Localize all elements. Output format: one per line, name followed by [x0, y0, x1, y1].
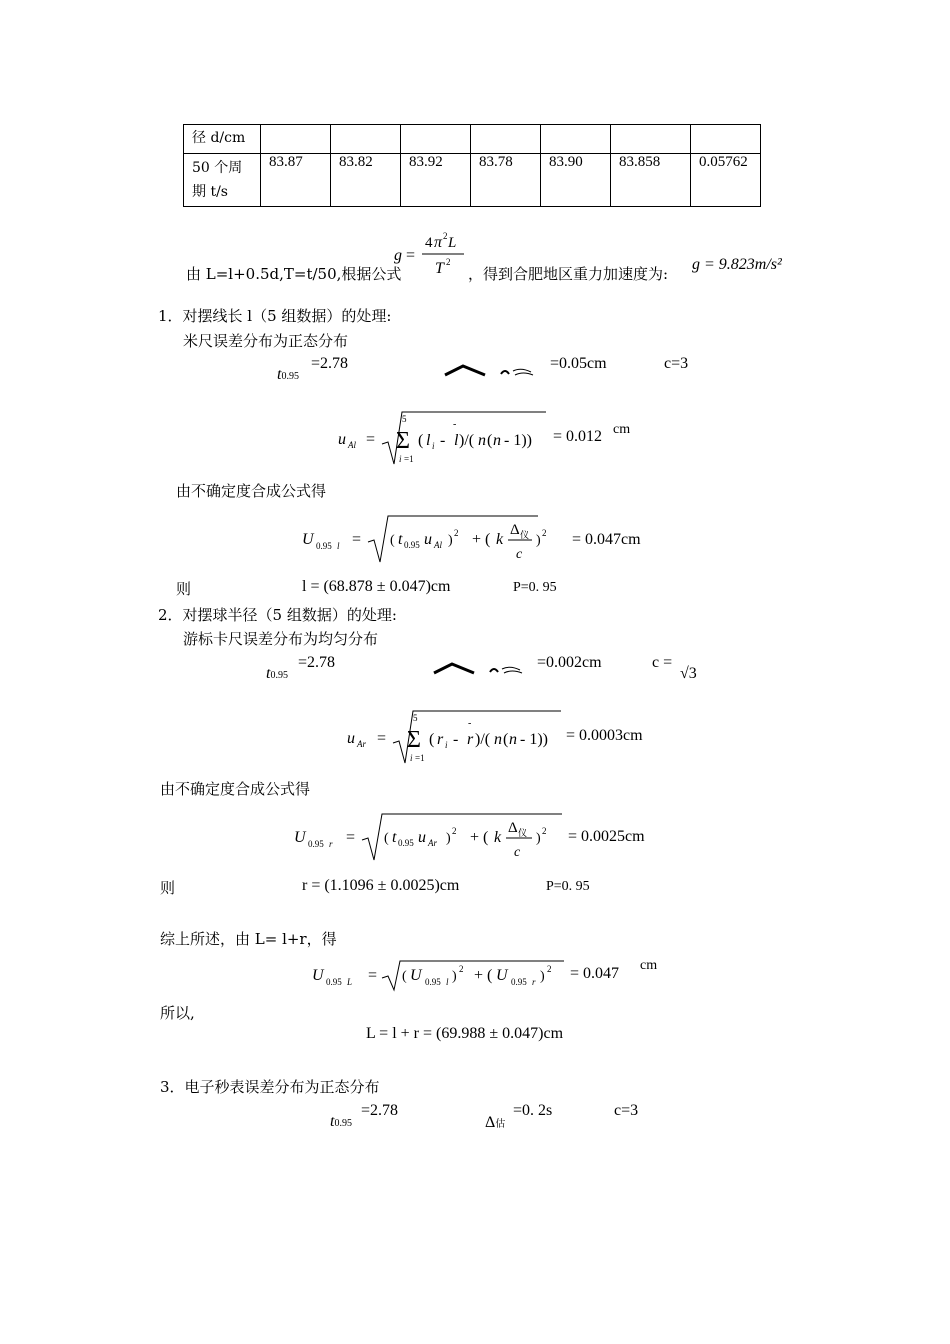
svg-text:0.95: 0.95	[398, 838, 414, 848]
section1-heading: 1．对摆线长 l（5 组数据）的处理:	[158, 307, 392, 325]
svg-text:-: -	[453, 419, 457, 430]
uA-value: = 0.012	[553, 428, 603, 445]
svg-text:l: l	[454, 432, 459, 449]
svg-text:l: l	[446, 977, 449, 987]
svg-text:): )	[536, 533, 541, 548]
svg-text:n: n	[493, 432, 501, 449]
U-formula-l	[300, 512, 575, 566]
svg-text:2: 2	[542, 826, 547, 836]
svg-text:U: U	[294, 829, 306, 846]
svg-text:Δ: Δ	[510, 522, 520, 538]
t095-symbol-2: t0.95	[266, 665, 288, 682]
U-value-r: = 0.0025cm	[568, 828, 645, 845]
svg-text:u: u	[418, 829, 426, 846]
gravity-result: g = 9.823m/s²	[692, 256, 782, 273]
svg-text:i: i	[399, 454, 402, 464]
svg-text:U: U	[410, 967, 422, 984]
svg-text:i: i	[445, 740, 448, 750]
combine-text-1: 由不确定度合成公式得	[176, 482, 327, 500]
table-cell: 0.05762	[691, 154, 761, 207]
svg-text:t: t	[392, 829, 397, 846]
t095-value: =2.78	[311, 355, 349, 372]
uA-formula-l	[336, 408, 566, 468]
svg-text:0.95: 0.95	[425, 977, 441, 987]
svg-text:=: =	[406, 247, 416, 264]
l-result: l = (68.878 ± 0.047)cm	[302, 578, 451, 595]
svg-text:Σ: Σ	[407, 727, 421, 753]
P-value-1: P=0. 95	[513, 580, 557, 595]
svg-text:r: r	[532, 977, 536, 987]
svg-text:Al: Al	[348, 440, 356, 450]
svg-text:n: n	[478, 432, 486, 449]
table-cell: 83.87	[261, 154, 331, 207]
table-row	[184, 125, 761, 154]
delta-symbol-fragment-2	[432, 662, 524, 678]
svg-text:L: L	[448, 235, 457, 251]
svg-text:Ar: Ar	[357, 739, 366, 749]
table-cell: 83.858	[611, 154, 691, 207]
svg-text:(: (	[384, 831, 389, 846]
svg-text:r: r	[437, 731, 444, 748]
svg-text:r: r	[329, 839, 333, 849]
svg-text:n: n	[494, 731, 502, 748]
svg-text:Δ: Δ	[508, 820, 518, 836]
svg-text:2: 2	[446, 257, 451, 267]
svg-text:Σ: Σ	[396, 428, 410, 454]
svg-text:L: L	[347, 977, 353, 987]
row-label-diameter: 径 d/cm	[184, 125, 261, 154]
svg-text:(: (	[487, 432, 493, 449]
intro-text-after: ，得到合肥地区重力加速度为:	[468, 265, 669, 283]
table-cell: 83.90	[541, 154, 611, 207]
uA-formula-r	[345, 707, 570, 767]
svg-text:=: =	[368, 967, 378, 984]
svg-text:=: =	[377, 730, 387, 747]
svg-text:+ (: + (	[474, 967, 493, 984]
svg-text:)/(: )/(	[459, 432, 475, 449]
svg-text:u: u	[338, 431, 346, 448]
svg-text:2: 2	[443, 231, 448, 241]
delta-estimate-symbol: Δ估	[485, 1114, 506, 1131]
table-cell: 83.82	[331, 154, 401, 207]
section3-heading: 3．电子秒表误差分布为正态分布	[160, 1078, 380, 1096]
svg-text:): )	[540, 969, 545, 984]
svg-text:- 1)): - 1))	[504, 432, 532, 449]
delta-value-2: =0.002cm	[537, 654, 602, 671]
svg-text:2: 2	[547, 964, 552, 974]
c-value: c=3	[664, 355, 689, 372]
uA-unit: cm	[613, 422, 631, 437]
svg-text:(: (	[402, 969, 407, 984]
table-cell: 83.92	[401, 154, 471, 207]
L-result: L = l + r = (69.988 ± 0.047)cm	[366, 1025, 564, 1042]
svg-text:U: U	[312, 967, 324, 984]
svg-text:T: T	[435, 260, 444, 277]
svg-text:0.95: 0.95	[308, 839, 324, 849]
svg-text:)/(: )/(	[475, 731, 491, 748]
svg-text:2: 2	[459, 964, 464, 974]
U-formula-r	[292, 810, 567, 864]
svg-text:(: (	[418, 432, 424, 449]
svg-text:n: n	[509, 731, 517, 748]
delta-symbol-fragment	[443, 364, 535, 380]
table-row	[184, 154, 761, 207]
section2-distribution: 游标卡尺误差分布为均匀分布	[183, 630, 379, 648]
svg-text:(: (	[503, 731, 509, 748]
data-table	[183, 124, 761, 207]
summary-text: 综上所述，由 L= l+r，得	[160, 930, 337, 948]
row-label-period: 50 个周期 t/s	[184, 154, 261, 207]
svg-text:5: 5	[413, 713, 418, 723]
U-unit-L: cm	[640, 958, 658, 973]
svg-text:): )	[446, 831, 451, 846]
svg-text:2: 2	[542, 528, 547, 538]
svg-text:g: g	[394, 247, 402, 264]
svg-text:c: c	[516, 547, 523, 562]
svg-text:2: 2	[454, 528, 459, 538]
delta-value: =0.05cm	[550, 355, 607, 372]
uA-value-2: = 0.0003cm	[566, 727, 643, 744]
svg-text:): )	[536, 831, 541, 846]
c-label-2: c =	[652, 654, 673, 671]
svg-text:c: c	[514, 845, 521, 860]
svg-text:=1: =1	[415, 753, 425, 763]
svg-text:u: u	[424, 531, 432, 548]
t095-value-3: =2.78	[361, 1102, 399, 1119]
svg-text:k: k	[494, 829, 502, 846]
intro-text: 由 L=l+0.5d,T=t/50,根据公式	[186, 265, 402, 283]
svg-text:+ (: + (	[470, 829, 489, 846]
section2-heading: 2．对摆球半径（5 组数据）的处理:	[158, 606, 397, 624]
so-text: 所以,	[160, 1004, 195, 1022]
svg-text:l: l	[337, 541, 340, 551]
combine-text-2: 由不确定度合成公式得	[160, 780, 311, 798]
svg-text:l: l	[426, 432, 431, 449]
svg-text:4: 4	[425, 235, 433, 251]
svg-text:0.95: 0.95	[316, 541, 332, 551]
svg-text:k: k	[496, 531, 504, 548]
svg-text:U: U	[302, 531, 314, 548]
U-value-l: = 0.047cm	[572, 531, 641, 548]
svg-text:+ (: + (	[472, 531, 491, 548]
svg-text:=1: =1	[404, 454, 414, 464]
svg-text:-: -	[453, 731, 459, 748]
t095-symbol-3: t0.95	[330, 1113, 352, 1130]
svg-text:U: U	[496, 967, 508, 984]
svg-text:-: -	[468, 718, 472, 729]
delta-value-3: =0. 2s	[513, 1102, 553, 1119]
t095-value-2: =2.78	[298, 654, 336, 671]
svg-text:0.95: 0.95	[404, 540, 420, 550]
svg-text:0.95: 0.95	[326, 977, 342, 987]
U-formula-L	[310, 958, 570, 994]
c-value-3: c=3	[614, 1102, 639, 1119]
svg-text:=: =	[352, 531, 362, 548]
t095-symbol: t0.95	[277, 366, 299, 383]
then-text-1: 则	[176, 580, 192, 598]
U-value-L: = 0.047	[570, 965, 620, 982]
svg-text:): )	[448, 533, 453, 548]
svg-text:(: (	[429, 731, 435, 748]
svg-text:=: =	[346, 829, 356, 846]
svg-text:π: π	[434, 234, 443, 251]
P-value-2: P=0. 95	[546, 879, 590, 894]
svg-text:-: -	[440, 432, 446, 449]
svg-text:Ar: Ar	[428, 838, 437, 848]
svg-text:(: (	[390, 533, 395, 548]
then-text-2: 则	[160, 879, 176, 897]
section1-distribution: 米尺误差分布为正态分布	[183, 332, 349, 350]
svg-text:仪: 仪	[520, 530, 530, 540]
table-cell: 83.78	[471, 154, 541, 207]
svg-text:): )	[452, 969, 457, 984]
svg-text:- 1)): - 1))	[520, 731, 548, 748]
svg-text:i: i	[410, 753, 413, 763]
svg-text:r: r	[467, 731, 474, 748]
svg-text:t: t	[398, 531, 403, 548]
r-result: r = (1.1096 ± 0.0025)cm	[302, 877, 460, 894]
svg-text:=: =	[366, 431, 376, 448]
svg-text:2: 2	[452, 826, 457, 836]
svg-text:Al: Al	[434, 540, 442, 550]
svg-text:5: 5	[402, 414, 407, 424]
gravity-formula	[392, 228, 472, 280]
svg-text:0.95: 0.95	[511, 977, 527, 987]
c-value-2: √3	[680, 665, 697, 682]
svg-text:u: u	[347, 730, 355, 747]
svg-text:仪: 仪	[518, 828, 528, 838]
svg-text:i: i	[432, 441, 435, 451]
